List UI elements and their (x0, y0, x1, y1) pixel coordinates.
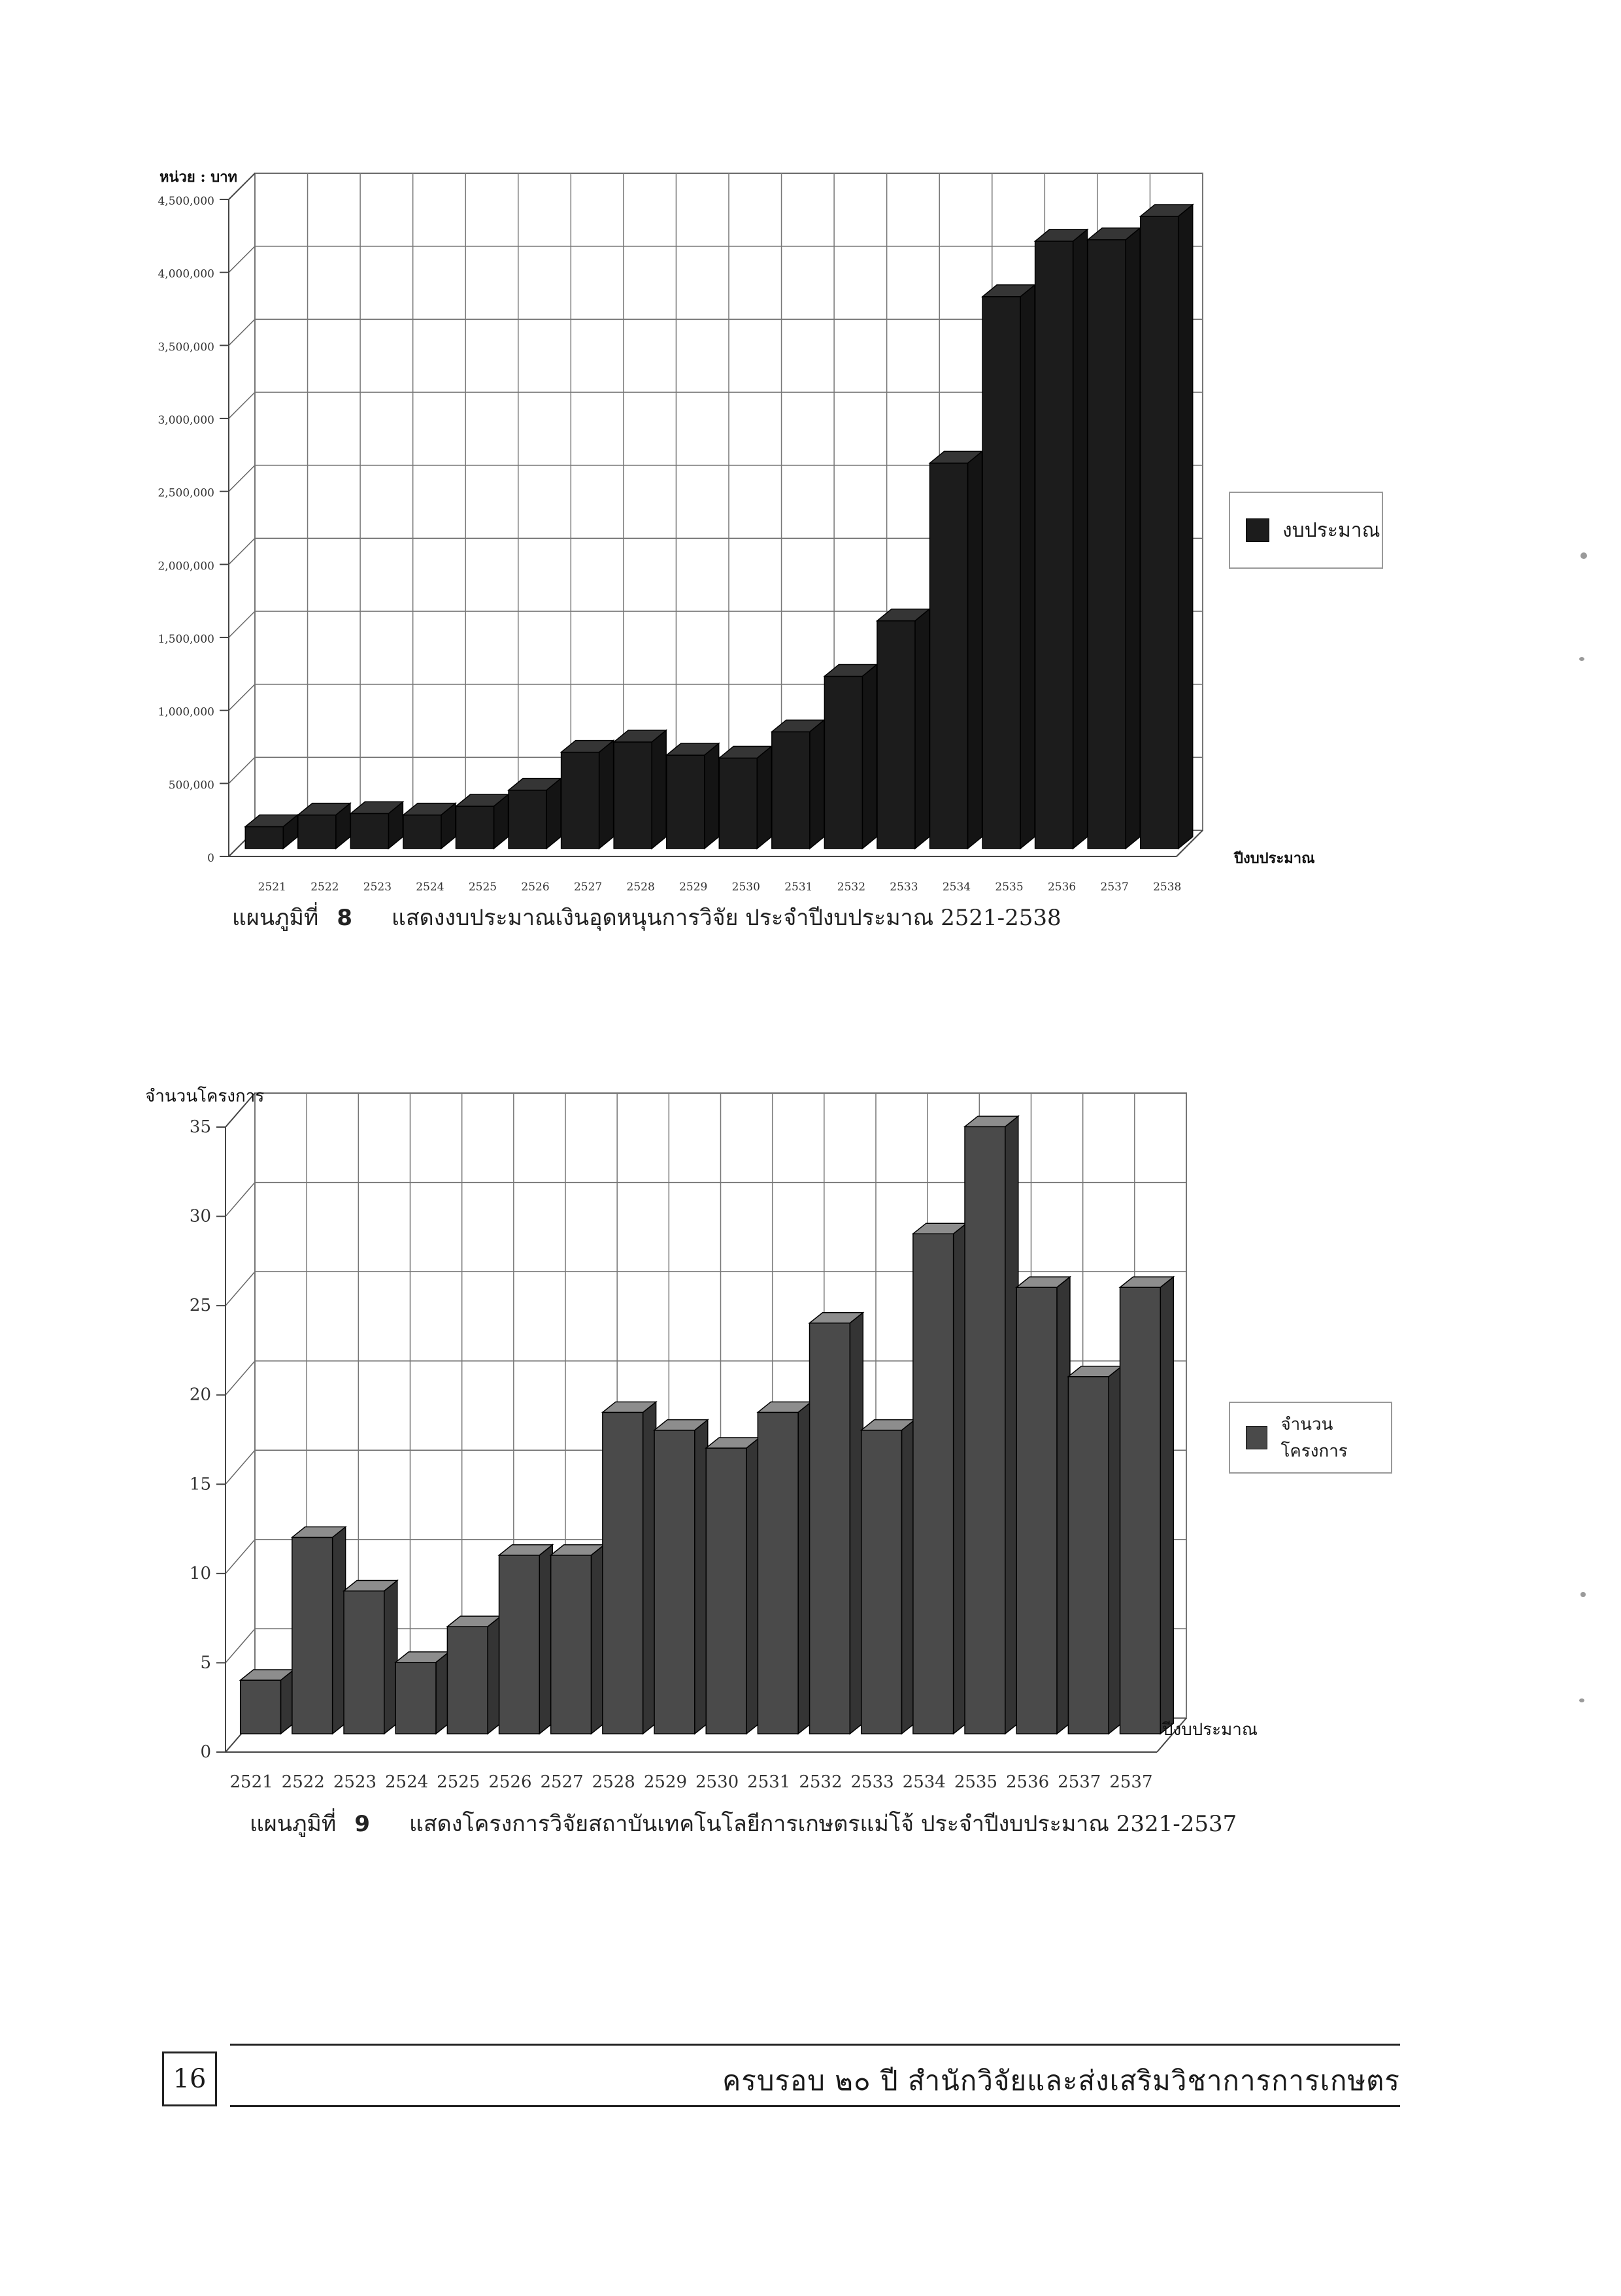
undefined-x-tick-label: 2522 (281, 1772, 325, 1792)
undefined-side-gridline (226, 1183, 255, 1217)
chart2-caption-text: แสดงโครงการวิจัยสถาบันเทคโนโลยีการเกษตรแม่โจ้ ประจำปีงบประมาณ 2321-2537 (409, 1811, 1237, 1837)
undefined-x-tick-label: 2528 (626, 881, 655, 894)
undefined-bar-front (810, 1323, 850, 1734)
undefined-bar (810, 1313, 863, 1734)
undefined-x-tick-label: 2530 (731, 881, 760, 894)
undefined-x-tick-label: 2536 (1047, 881, 1077, 894)
footer-top-rule (230, 2044, 1400, 2046)
undefined-bar (499, 1545, 553, 1734)
undefined-y-tick-label: 0 (200, 1742, 211, 1762)
undefined-x-tick-label: 2535 (954, 1772, 998, 1792)
undefined-x-tick-label: 2525 (437, 1772, 480, 1792)
undefined-y-tick-label: 3,500,000 (158, 341, 214, 354)
undefined-x-tick-label: 2531 (747, 1772, 791, 1792)
undefined-bar (1068, 1366, 1122, 1734)
undefined-bar (965, 1116, 1018, 1734)
undefined-bar-front (758, 1412, 798, 1734)
chart1-caption-text: แสดงงบประมาณเงินอุดหนุนการวิจัย ประจำปีงบประมาณ 2521-2538 (392, 905, 1061, 931)
undefined-x-tick-label: 2535 (995, 881, 1024, 894)
scan-speck (1580, 552, 1587, 559)
undefined-bar (344, 1580, 397, 1734)
undefined-y-tick-label: 2,500,000 (158, 486, 214, 500)
footer-title: ครบรอบ ๒๐ ปี สำนักวิจัยและส่งเสริมวิชาการการเกษตร (722, 2065, 1400, 2097)
undefined-bar-front (551, 1555, 592, 1734)
undefined-x-tick-label: 2530 (695, 1772, 739, 1792)
undefined-bar (758, 1402, 811, 1734)
undefined-y-tick-label: 2,000,000 (158, 560, 214, 573)
undefined-bar-front (913, 1234, 954, 1734)
undefined-x-tick-label: 2534 (942, 881, 971, 894)
undefined-y-tick-label: 35 (189, 1117, 211, 1137)
undefined-y-tick-label: 1,000,000 (158, 705, 214, 719)
undefined-x-tick-label: 2522 (310, 881, 339, 894)
undefined-x-tick-label: 2537 (1100, 881, 1129, 894)
undefined-bar (395, 1652, 449, 1734)
undefined-x-axis-title: ปีงบประมาณ (1162, 1720, 1258, 1740)
undefined-bar-front (499, 1555, 540, 1734)
undefined-bar-front (654, 1430, 695, 1734)
undefined-x-axis-title: ปีงบประมาณ (1234, 850, 1315, 867)
undefined-bar-front (965, 1126, 1005, 1734)
chart2-legend-swatch (1246, 1426, 1267, 1449)
undefined-y-tick-label: 30 (189, 1206, 211, 1226)
undefined-bar (861, 1420, 915, 1734)
undefined-y-tick-label: 500,000 (168, 779, 214, 792)
undefined-x-tick-label: 2536 (1005, 1772, 1050, 1792)
undefined-x-tick-label: 2521 (258, 881, 286, 894)
undefined-x-tick-label: 2537 (1109, 1772, 1153, 1792)
undefined-bar-front (706, 1448, 746, 1734)
undefined-x-tick-label: 2521 (229, 1772, 273, 1792)
undefined-bar-front (447, 1627, 488, 1734)
undefined-bar-side (1160, 1277, 1173, 1734)
undefined-y-tick-label: 4,500,000 (158, 195, 214, 208)
scan-speck (1579, 657, 1584, 661)
scan-speck (1580, 1592, 1586, 1597)
undefined-y-tick-label: 0 (207, 852, 214, 865)
undefined-bar-front (861, 1430, 902, 1734)
chart2-legend (1229, 1402, 1392, 1474)
chart1-caption-number: 8 (337, 905, 352, 931)
undefined-y-tick-label: 15 (189, 1474, 211, 1494)
undefined-x-tick-label: 2529 (643, 1772, 688, 1792)
undefined-y-tick-label: 10 (189, 1563, 211, 1583)
undefined-side-gridline (226, 1450, 255, 1484)
undefined-x-tick-label: 2524 (416, 881, 444, 894)
undefined-x-tick-label: 2527 (540, 1772, 584, 1792)
undefined-side-gridline (226, 1272, 255, 1306)
undefined-x-tick-label: 2534 (902, 1772, 946, 1792)
undefined-bar-front (1068, 1377, 1109, 1734)
undefined-bar-front (603, 1412, 643, 1734)
undefined-side-gridline (226, 1361, 255, 1395)
undefined-y-tick-label: 1,500,000 (158, 633, 214, 646)
undefined-y-axis-title: จำนวนโครงการ (145, 1087, 265, 1106)
chart2-caption-number: 9 (354, 1811, 370, 1837)
undefined-bar (447, 1616, 501, 1734)
scan-speck (1579, 1698, 1584, 1702)
undefined-y-tick-label: 3,000,000 (158, 414, 214, 427)
undefined-x-tick-label: 2532 (799, 1772, 843, 1792)
undefined-x-tick-label: 2532 (837, 881, 866, 894)
undefined-bar (241, 1670, 294, 1734)
undefined-bar-front (1016, 1287, 1057, 1734)
undefined-bar (292, 1527, 346, 1734)
undefined-x-tick-label: 2531 (784, 881, 813, 894)
undefined-bar-front (292, 1538, 333, 1734)
page-number: 16 (162, 2051, 217, 2106)
undefined-bar-front (395, 1663, 436, 1734)
undefined-y-tick-label: 5 (200, 1653, 211, 1673)
undefined-x-tick-label: 2529 (679, 881, 708, 894)
undefined-x-tick-label: 2525 (468, 881, 497, 894)
undefined-x-tick-label: 2526 (521, 881, 550, 894)
undefined-x-tick-label: 2527 (573, 881, 603, 894)
undefined-x-tick-label: 2533 (850, 1772, 894, 1792)
undefined-x-tick-label: 2523 (333, 1772, 377, 1792)
undefined-y-tick-label: 4,000,000 (158, 267, 214, 281)
undefined-bar-front (1120, 1287, 1161, 1734)
undefined-side-gridline (226, 1629, 255, 1663)
chart1-caption-label: แผนภูมิที่ (232, 905, 319, 931)
undefined-bar (551, 1545, 605, 1734)
undefined-bar-front (241, 1680, 281, 1734)
footer-bottom-rule (230, 2105, 1400, 2107)
undefined-bar (1120, 1277, 1174, 1734)
undefined-x-tick-label: 2533 (890, 881, 918, 894)
undefined-x-tick-label: 2524 (384, 1772, 429, 1792)
undefined-bar (913, 1223, 967, 1734)
undefined-x-tick-label: 2537 (1058, 1772, 1101, 1792)
undefined-bar (706, 1438, 760, 1734)
undefined-x-tick-label: 2526 (488, 1772, 532, 1792)
undefined-bar-front (344, 1591, 384, 1734)
undefined-x-tick-label: 2523 (363, 881, 392, 894)
undefined-bar (654, 1420, 708, 1734)
undefined-y-tick-label: 25 (189, 1296, 211, 1316)
undefined-y-tick-label: 20 (189, 1385, 211, 1405)
undefined-x-tick-label: 2538 (1153, 881, 1182, 894)
chart2-caption-label: แผนภูมิที่ (250, 1811, 337, 1837)
chart2-caption (250, 1806, 1237, 1841)
undefined-x-tick-label: 2528 (592, 1772, 635, 1792)
undefined-side-gridline (226, 1540, 255, 1574)
chart2-legend-label: จำนวนโครงการ (1280, 1415, 1348, 1461)
undefined-bar (603, 1402, 656, 1734)
undefined-bar (1016, 1277, 1070, 1734)
chart1-legend-label: งบประมาณ (1282, 518, 1380, 542)
undefined-y-axis-title: หน่วย : บาท (159, 169, 238, 186)
